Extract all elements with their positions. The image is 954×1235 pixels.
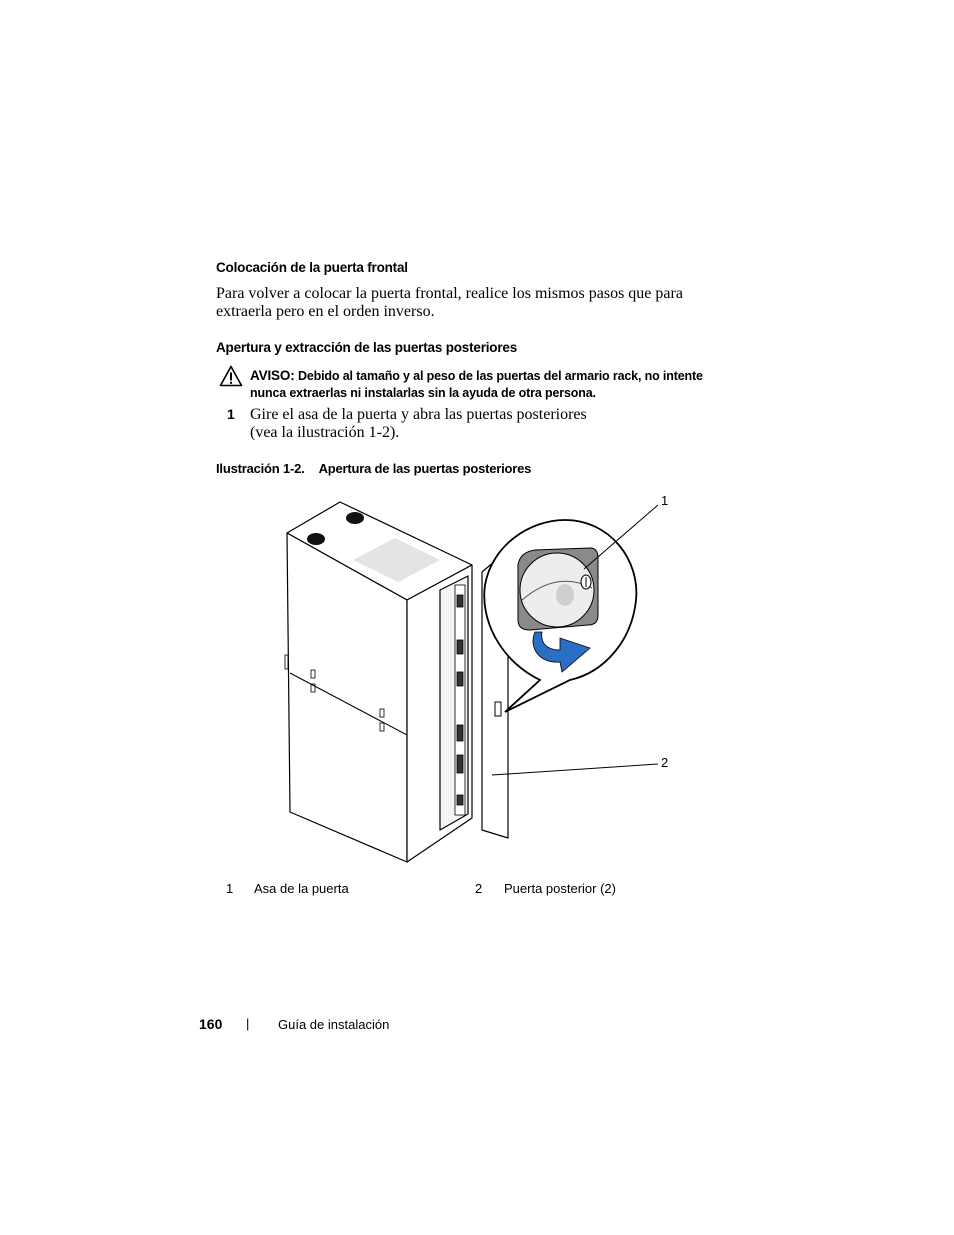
top-hole-1 — [346, 512, 364, 524]
warning-line-1 — [250, 367, 720, 385]
section-heading-rear-doors: Apertura y extracción de las puertas posteriores — [216, 340, 518, 355]
front-door-paragraph — [216, 285, 716, 321]
callout-1: 1 — [661, 493, 669, 508]
step-text — [250, 406, 670, 442]
legend-label-2: Puerta posterior (2) — [504, 881, 616, 896]
footer-separator: | — [246, 1016, 250, 1031]
section-heading-front-door: Colocación de la puerta frontal — [216, 260, 408, 275]
step-line-1: Gire el asa de la puerta y abra las puertas posteriores — [250, 406, 587, 423]
legend-number-1: 1 — [226, 881, 234, 896]
step-line-2: (vea la ilustración 1-2). — [250, 424, 400, 441]
callout-2: 2 — [661, 755, 669, 770]
warning-label: AVISO: — [250, 368, 295, 383]
figure-caption-title: Apertura de las puertas posteriores — [318, 461, 532, 476]
warning-block — [250, 367, 720, 402]
top-hole-2 — [307, 533, 325, 545]
front-door-line-2: extraerla pero en el orden inverso. — [216, 303, 435, 320]
warning-icon — [219, 365, 243, 387]
page-number: 160 — [199, 1016, 223, 1032]
rack-drawing — [270, 488, 690, 868]
warning-text-1: Debido al tamaño y al peso de las puertas del armario rack, no intente — [297, 369, 703, 383]
figure-caption — [216, 461, 531, 476]
figure-caption-number: Ilustración 1-2. — [216, 461, 305, 476]
leader-line-2 — [492, 764, 658, 775]
footer-guide-title: Guía de instalación — [278, 1017, 390, 1032]
warning-text-2: nunca extraerlas ni instalarlas sin la ayuda de otra persona. — [250, 386, 596, 400]
step-number: 1 — [227, 406, 235, 422]
front-door-line-1: Para volver a colocar la puerta frontal, realice los mismos pasos que para — [216, 285, 683, 302]
rack-illustration — [270, 488, 690, 868]
legend-label-1: Asa de la puerta — [254, 881, 349, 896]
legend-number-2: 2 — [475, 881, 483, 896]
